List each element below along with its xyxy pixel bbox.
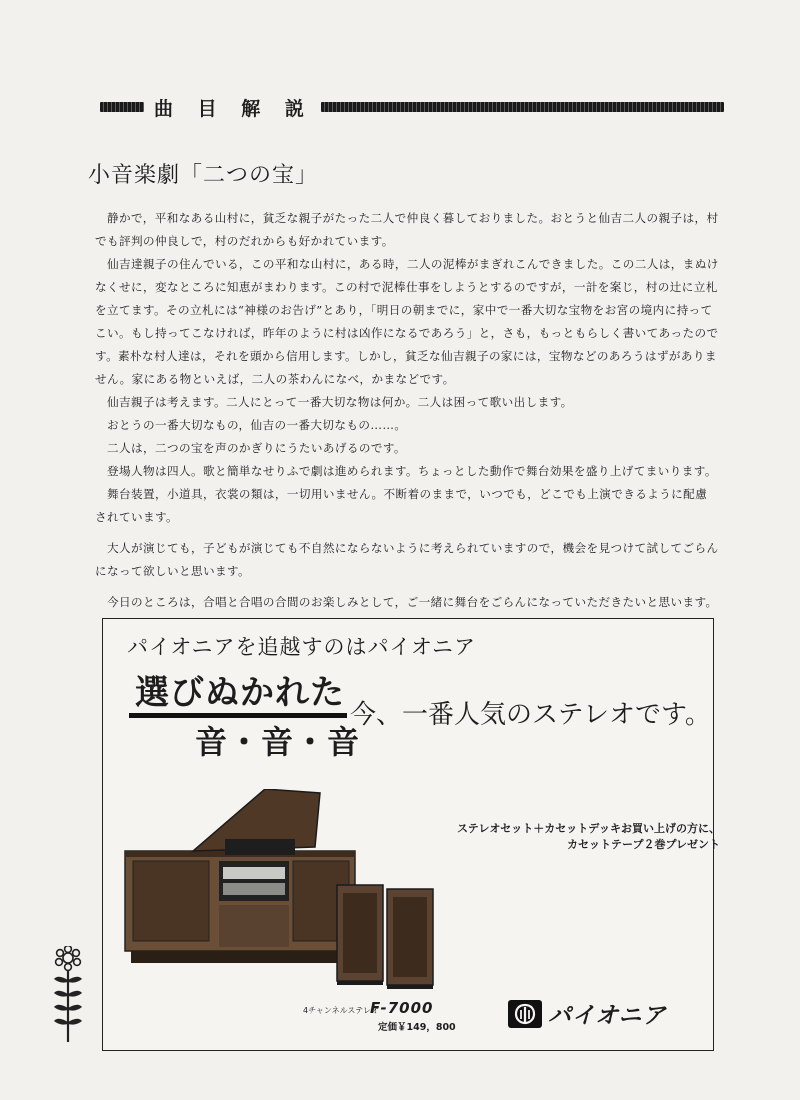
commentary-text [95, 207, 719, 614]
header-rule-left [100, 102, 144, 112]
paragraph: 仙吉達親子の住んでいる，この平和な山村に，ある時，二人の泥棒がまぎれこんできました。この二人は，まぬけなくせに，変なところに知恵がまわります。この村で泥棒仕事をしようとするのですが，一計を案じ，村の辻に立札を立てます。その立札には“神様のお告げ”とあり，「明日の朝までに，家中で一番大切な宝物をお宮の境内に持ってこい。もし持ってこなければ，昨年のように村は凶作になるであろう」と，さも，もっともらしく書いてあったのです。素朴な村人達は，それを頭から信用します。しかし，貧乏な仙吉親子の家には，宝物などのあろうはずがありません。家にある物といえば，二人の茶わんになべ，かまなどです。 [95, 257, 719, 386]
paragraph: 大人が演じても，子どもが演じても不自然にならないように考えられていますので，機会を見つけて試してごらんになって欲しいと思います。 [95, 541, 719, 578]
paragraph: 仙吉親子は考えます。二人にとって一番大切な物は何か。二人は困って歌い出します。 [107, 395, 573, 409]
pioneer-advertisement [102, 618, 721, 1051]
header-rule-right [321, 102, 724, 112]
offer-line: ステレオセット＋カセットデッキお買い上げの方に、 [457, 822, 721, 835]
paragraph: おとうの一番大切なもの，仙吉の一番大切なもの……。 [107, 418, 407, 432]
section-header [100, 92, 724, 122]
flower-icon [48, 946, 88, 1046]
stereo-console-photo [115, 789, 595, 999]
paragraph: 舞台装置，小道具，衣裳の類は，一切用いません。不断着のままで，いつでも，どこでも上演できるように配慮されています。 [95, 487, 708, 524]
ad-tagline: パイオニアを追越すのはパイオニア [127, 635, 477, 659]
piece-title: 小音楽劇「二つの宝」 [88, 163, 319, 188]
paragraph: 今日のところは，合唱と合唱の合間のお楽しみとして，ご一緒に舞台をごらんになっていただきたいと思います。 [107, 595, 718, 609]
section-title: 曲 目 解 説 [154, 97, 313, 120]
pioneer-tuning-fork-logo-icon [508, 1000, 542, 1028]
paragraph: 静かで，平和なある山村に，貧乏な親子がたった二人で仲良く暮しておりました。おとうと仙吉二人の親子は，村でも評判の仲良しで，村のだれからも好かれています。 [95, 211, 719, 248]
paragraph: 二人は，二つの宝を声のかぎりにうたいあげるのです。 [107, 441, 406, 455]
model-price: 定価￥149，800 [378, 1022, 456, 1033]
brand-name: パイオニア [548, 1003, 667, 1029]
ad-headline-sound: 音・音・音 [195, 723, 361, 761]
paragraph: 登場人物は四人。歌と簡単なせりふで劇は進められます。ちょっとした動作で舞台効果を盛り上げてまいります。 [107, 464, 717, 478]
model-label: 4チャンネルステレオ [303, 1006, 380, 1015]
ad-headline: 選びぬかれた [135, 673, 345, 713]
offer-line: カセットテープ２巻プレゼント [567, 838, 721, 851]
ad-subheadline: 今、一番人気のステレオです。 [350, 700, 711, 730]
model-name: F-7000 [370, 999, 434, 1017]
brand-mark [508, 997, 666, 1030]
